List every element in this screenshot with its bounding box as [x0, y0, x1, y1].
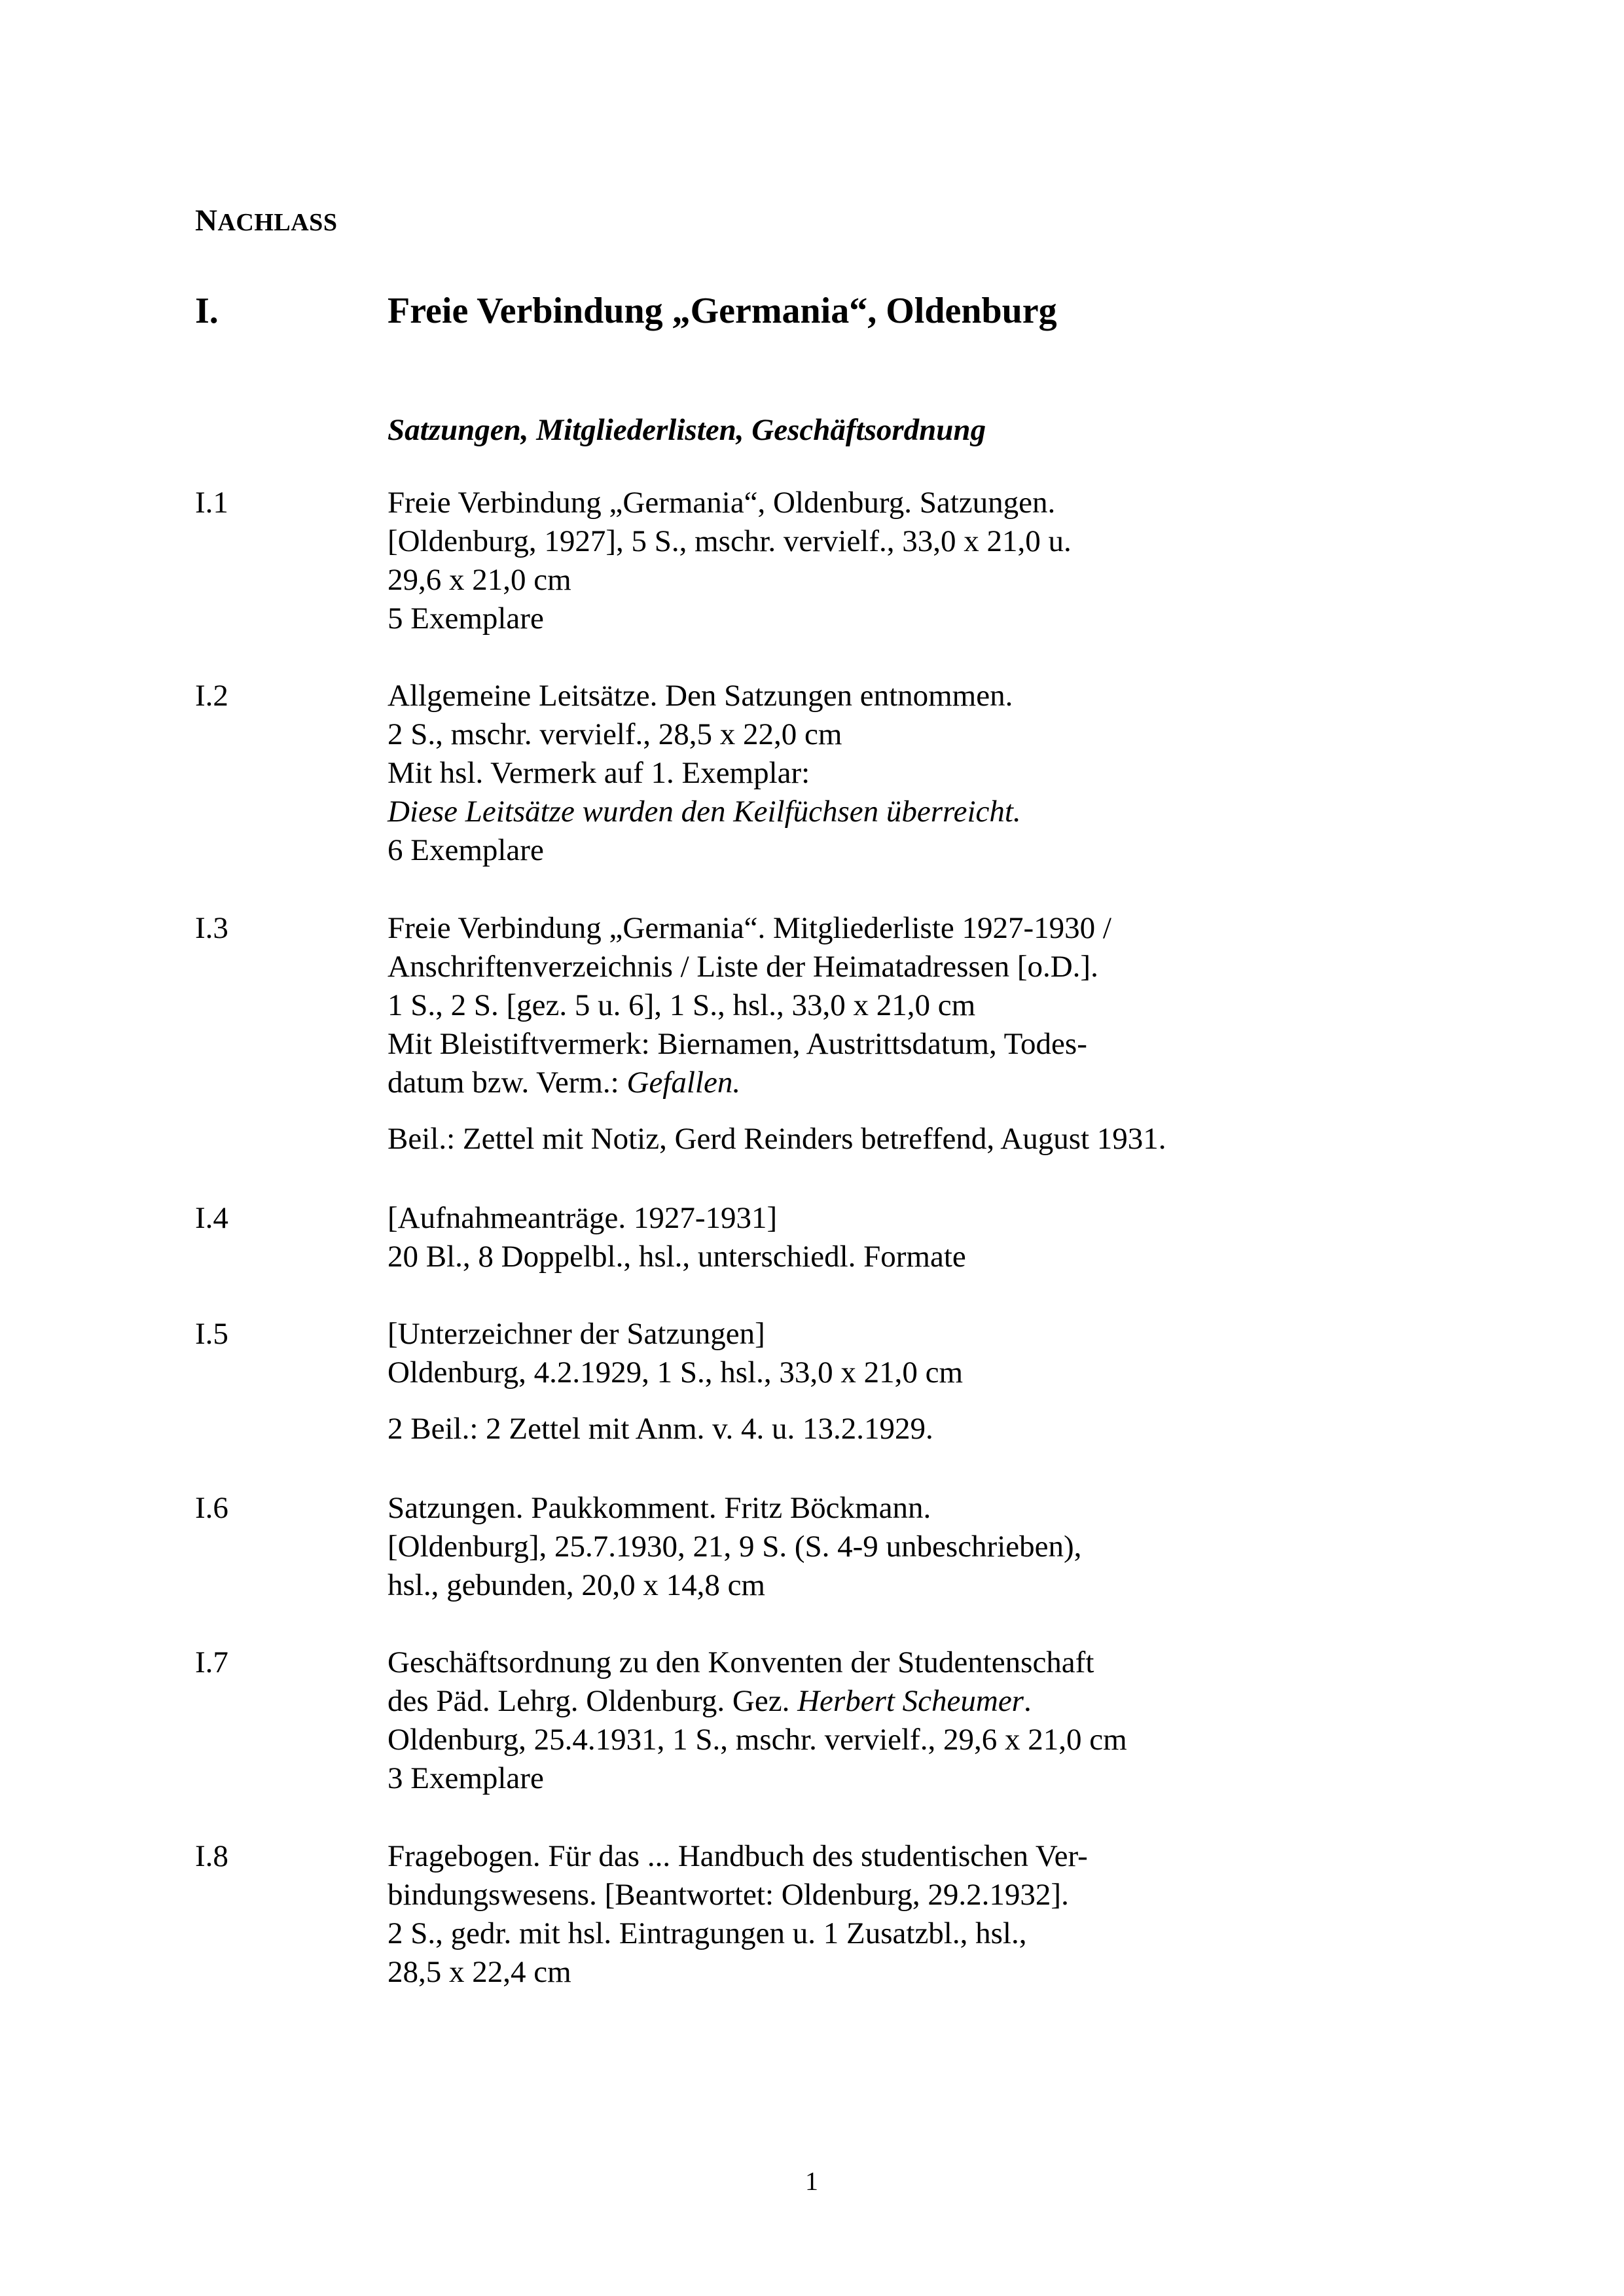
entry-line: 6 Exemplare [388, 833, 544, 867]
entry-body [388, 484, 1435, 638]
entry-note: 2 Beil.: 2 Zettel mit Anm. v. 4. u. 13.2.1929. [388, 1412, 933, 1446]
entry-line: Mit Bleistiftvermerk: Biernamen, Austrittsdatum, Todes- [388, 1027, 1087, 1061]
entry-body [388, 1837, 1435, 1992]
entry-line: 20 Bl., 8 Doppelbl., hsl., unterschiedl. Formate [388, 1240, 966, 1274]
entry-code: I.6 [195, 1491, 228, 1525]
entry-line: 2 S., mschr. vervielf., 28,5 x 22,0 cm [388, 717, 842, 751]
entry-code: I.7 [195, 1645, 228, 1679]
entry-line-text: . [1023, 1684, 1032, 1718]
entry-line: Mit hsl. Vermerk auf 1. Exemplar: [388, 756, 810, 790]
entry-line-quote: Diese Leitsätze wurden den Keilfüchsen überreicht. [388, 795, 1021, 829]
entry-note: Beil.: Zettel mit Notiz, Gerd Reinders betreffend, August 1931. [388, 1122, 1166, 1156]
entry-line: 29,6 x 21,0 cm [388, 563, 571, 597]
entry-line-quote: Gefallen. [626, 1066, 741, 1100]
entry-line: 5 Exemplare [388, 601, 544, 636]
chapter-title: Freie Verbindung „Germania“, Oldenburg [388, 291, 1057, 331]
entry-line: [Unterzeichner der Satzungen] [388, 1317, 765, 1351]
entry-body [388, 1489, 1435, 1605]
entry-line: [Aufnahmeanträge. 1927-1931] [388, 1201, 778, 1235]
subheading: Satzungen, Mitgliederlisten, Geschäftsordnung [388, 413, 986, 447]
section-label-initial: N [195, 204, 218, 238]
entry-line: 28,5 x 22,4 cm [388, 1955, 571, 1989]
entry-line: hsl., gebunden, 20,0 x 14,8 cm [388, 1568, 765, 1602]
entry-line: Freie Verbindung „Germania“. Mitgliederliste 1927-1930 / [388, 911, 1111, 945]
entry-code: I.3 [195, 911, 228, 945]
entry-line: Oldenburg, 4.2.1929, 1 S., hsl., 33,0 x 21,0 cm [388, 1355, 964, 1390]
entry-line: 3 Exemplare [388, 1761, 544, 1795]
entry-line: Anschriftenverzeichnis / Liste der Heimatadressen [o.D.]. [388, 950, 1098, 984]
entry-code: I.2 [195, 679, 228, 713]
section-label [195, 198, 337, 245]
entry-line: [Oldenburg, 1927], 5 S., mschr. vervielf., 33,0 x 21,0 u. [388, 524, 1072, 558]
entry-line: Satzungen. Paukkomment. Fritz Böckmann. [388, 1491, 931, 1525]
entry-line: bindungswesens. [Beantwortet: Oldenburg, 29.2.1932]. [388, 1878, 1069, 1912]
entry-line [388, 1064, 1435, 1102]
page-number: 1 [805, 2166, 818, 2196]
entry-body [388, 1199, 1435, 1276]
chapter-heading [195, 285, 1439, 337]
entry-signatory: Herbert Scheumer [797, 1684, 1024, 1718]
entry-code: I.8 [195, 1839, 228, 1873]
entry-line: Geschäftsordnung zu den Konventen der Studentenschaft [388, 1645, 1094, 1679]
entry-line-text: des Päd. Lehrg. Oldenburg. Gez. [388, 1684, 798, 1718]
entry-line: Freie Verbindung „Germania“, Oldenburg. Satzungen. [388, 486, 1056, 520]
entry-body [388, 909, 1435, 1158]
section-label-rest: ACHLASS [217, 209, 338, 236]
entry-line [388, 1682, 1435, 1721]
chapter-number: I. [195, 291, 219, 331]
entry-line: Fragebogen. Für das ... Handbuch des studentischen Ver- [388, 1839, 1088, 1873]
entry-line: 2 S., gedr. mit hsl. Eintragungen u. 1 Zusatzbl., hsl., [388, 1916, 1027, 1950]
entry-line: Allgemeine Leitsätze. Den Satzungen entnommen. [388, 679, 1013, 713]
entry-body [388, 1643, 1435, 1798]
entry-body [388, 1315, 1435, 1448]
entry-line: Oldenburg, 25.4.1931, 1 S., mschr. vervielf., 29,6 x 21,0 cm [388, 1723, 1127, 1757]
entry-line: 1 S., 2 S. [gez. 5 u. 6], 1 S., hsl., 33,0 x 21,0 cm [388, 988, 976, 1022]
entry-body [388, 677, 1435, 870]
entry-code: I.1 [195, 486, 228, 520]
entry-line: [Oldenburg], 25.7.1930, 21, 9 S. (S. 4-9 unbeschrieben), [388, 1530, 1082, 1564]
entry-code: I.5 [195, 1317, 228, 1351]
entry-code: I.4 [195, 1201, 228, 1235]
entry-line-text: datum bzw. Verm.: [388, 1066, 627, 1100]
